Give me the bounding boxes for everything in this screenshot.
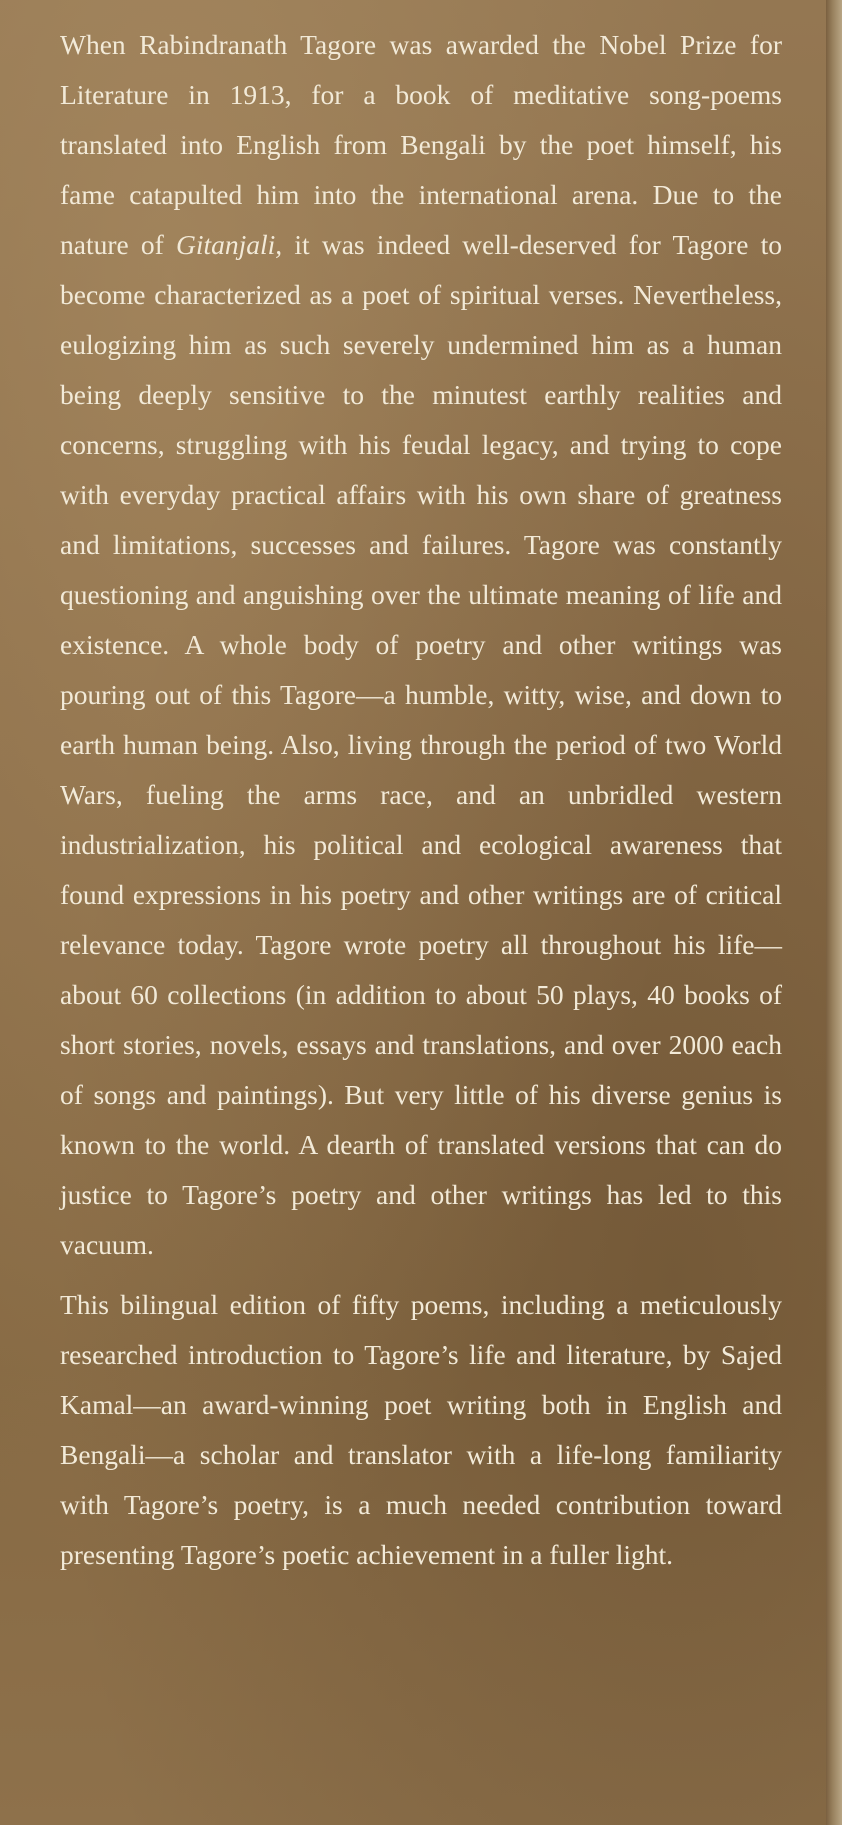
paragraph-1-text-a: When Rabindranath Tagore was awarded the Nobel Prize for Literature in 1913, for a book of meditative song-poems translated into English from Bengali by the poet himself, his fame catapulted him into the international arena. Due to the nature of — [60, 29, 782, 260]
paragraph-2: This bilingual edition of fifty poems, including a meticulously researched introduction to Tagore’s life and literature, by Sajed Kamal—an award-winning poet writing both in English and Bengali—a scholar and translator with a life-long familiarity with Tagore’s poetry, is a much needed contribution toward presenting Tagore’s poetic achievement in a fuller light. — [60, 1289, 782, 1570]
cover-edge — [826, 0, 842, 1825]
paragraph-1-text-b: it was indeed well-deserved for Tagore to become characterized as a poet of spiritual verses. Nevertheless, eulogizing him as such severely undermined him as a human being deeply sensitive to the minutest earthly realities and concerns, struggling with his feudal legacy, and trying to cope with everyday practical affairs with his own share of greatness and limitations, successes and failures. Tagore was constantly questioning and anguishing over the ultimate meaning of life and existence. A whole body of poetry and other writings was pouring out of this Tagore—a humble, witty, wise, and down to earth human being. Also, living through the period of two World Wars, fueling the arms race, and an unbridled western industrialization, his political and ecological awareness that found expressions in his poetry and other writings are of critical relevance today. Tagore wrote poetry all throughout his life—about 60 collections (in addition to about 50 plays, 40 books of short stories, novels, essays and translations, and over 2000 each of songs and paintings). But very little of his diverse genius is known to the world. A dearth of translated versions that can do justice to Tagore’s poetry and other writings has led to this vacuum. — [60, 229, 782, 1260]
book-title-gitanjali: Gitanjali, — [176, 229, 283, 260]
blurb-text — [60, 20, 782, 1580]
paragraph-1 — [60, 20, 782, 1270]
